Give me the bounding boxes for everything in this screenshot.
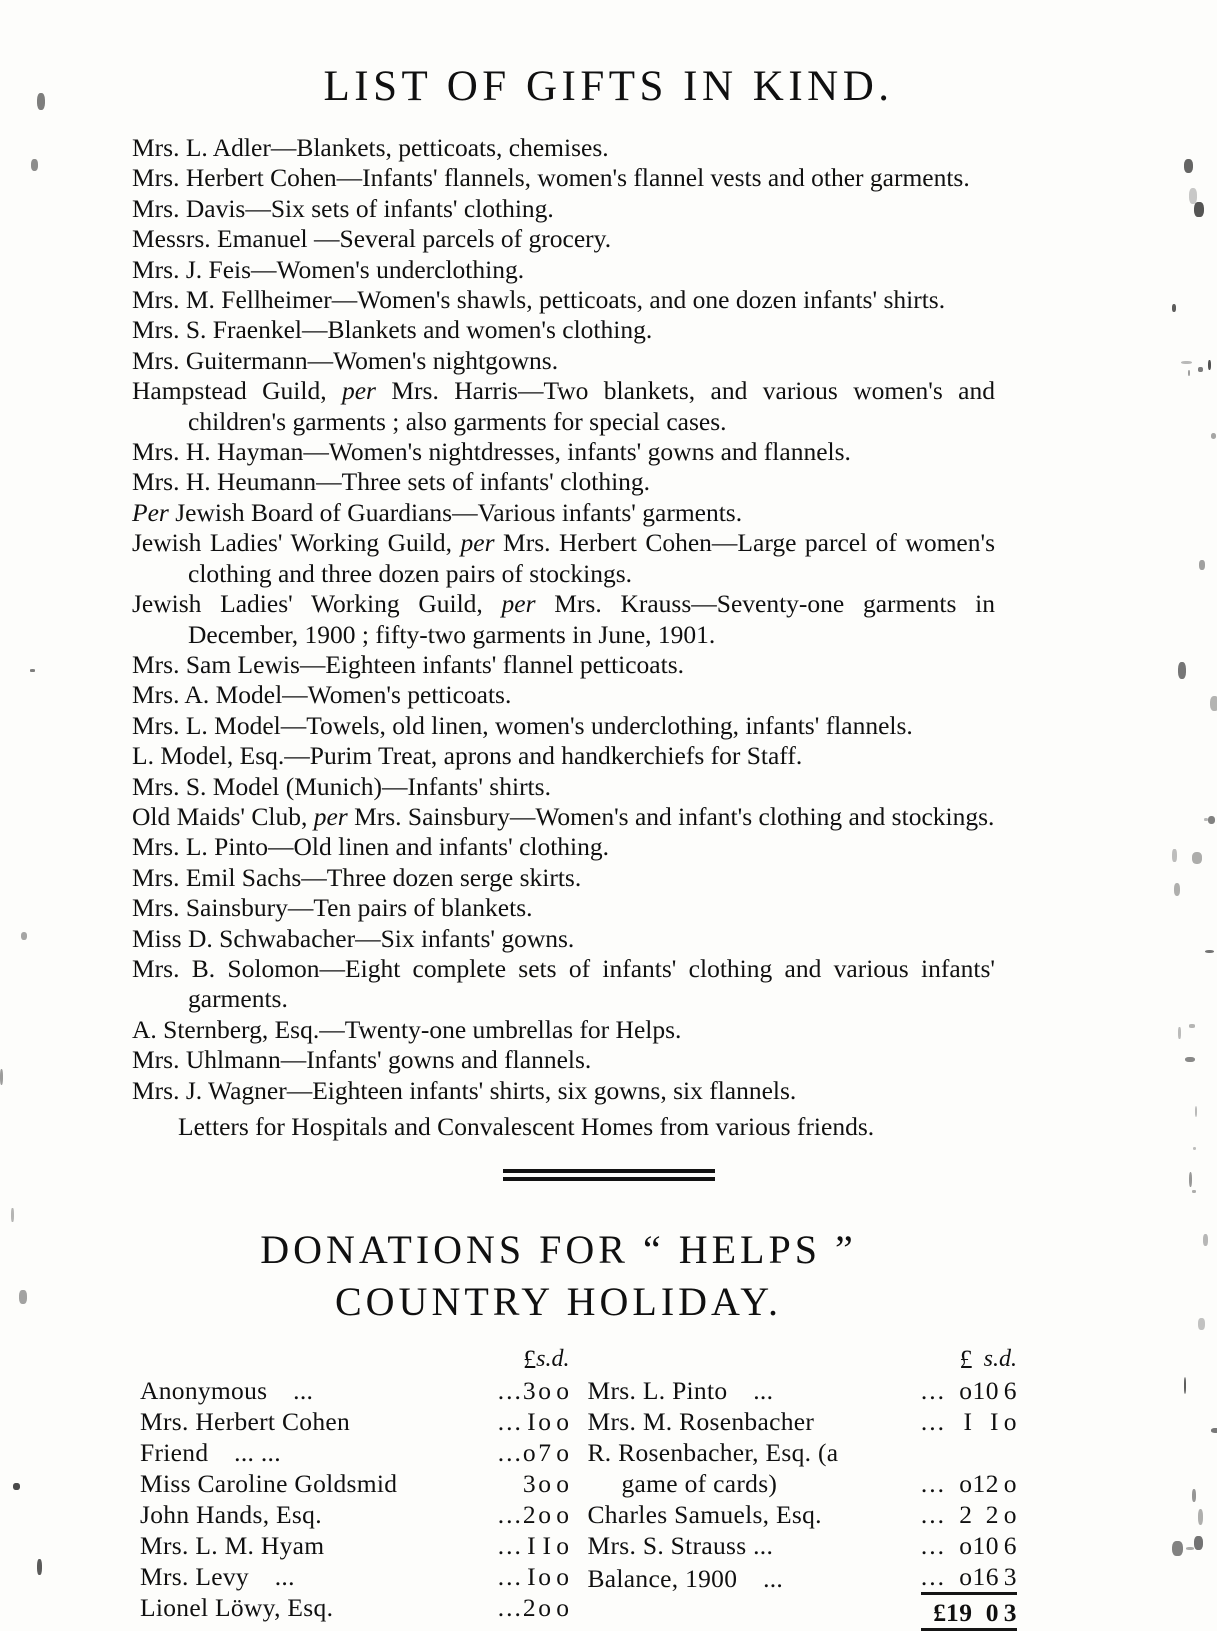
- donor-name: Mrs. L. M. Hyam: [140, 1531, 325, 1561]
- gift-entry: [132, 802, 995, 832]
- gift-entry-text: Mrs. Davis—Six sets of infants' clothing.: [132, 193, 554, 223]
- closing-note: Letters for Hospitals and Convalescent Homes from various friends.: [178, 1112, 875, 1141]
- amount-shillings: 10: [972, 1531, 999, 1561]
- total-pounds: 19: [946, 1594, 973, 1630]
- dot-leader: ...: [497, 1593, 523, 1623]
- amount-shillings: o: [538, 1562, 552, 1592]
- gift-entry: [132, 924, 995, 954]
- amount-shillings: 16: [973, 1561, 1000, 1594]
- gift-entry: [132, 194, 995, 224]
- donation-row: [140, 1592, 570, 1623]
- total-pence: 3: [999, 1594, 1017, 1630]
- donor-name: Friend ... ...: [140, 1438, 281, 1468]
- gift-entry-text: Mrs. B. Solomon—Eight complete sets of infants' clothing and various infants' garments.: [132, 953, 995, 1014]
- gift-entry: [132, 680, 995, 710]
- money-header-pence: d.: [551, 1346, 570, 1373]
- money-header-row: [140, 1344, 570, 1375]
- gift-entry-per: per: [341, 376, 376, 406]
- page-title: LIST OF GIFTS IN KIND.: [323, 63, 894, 110]
- amount-pence: o: [1003, 1500, 1017, 1530]
- money-header-shillings: s.: [983, 1346, 999, 1373]
- gift-entry: [132, 772, 995, 802]
- money-header-leader-spacer: [921, 1344, 946, 1375]
- donations-heading: [0, 1224, 1217, 1328]
- gift-entry-per: per: [313, 801, 348, 831]
- gift-entry: [132, 346, 995, 376]
- donor-name: R. Rosenbacher, Esq. (a: [587, 1438, 839, 1468]
- gift-entry-text: Messrs. Emanuel —Several parcels of grocery.: [132, 224, 612, 254]
- donations-column-left: [140, 1344, 570, 1631]
- dot-leader: ...: [921, 1561, 946, 1594]
- money-header-spacer: [140, 1344, 498, 1375]
- donations-column-right: [570, 1344, 1018, 1631]
- dot-leader: ...: [920, 1500, 946, 1530]
- gift-entry: [132, 315, 995, 345]
- amount-pounds: 2: [522, 1593, 537, 1623]
- gift-entry: [132, 467, 995, 497]
- money-header-shillings: s.: [536, 1346, 552, 1373]
- gift-entry-text: Miss D. Schwabacher—Six infants' gowns.: [132, 923, 575, 953]
- donation-row: [140, 1406, 570, 1437]
- dot-leader: ...: [920, 1376, 946, 1406]
- total-shillings: 0: [973, 1594, 1000, 1630]
- amount-pence: 3: [999, 1561, 1017, 1594]
- gift-entry-text: Mrs. A. Model—Women's petticoats.: [132, 680, 512, 710]
- donor-name: Mrs. M. Rosenbacher: [587, 1407, 815, 1437]
- donor-name: Mrs. S. Strauss ...: [587, 1531, 774, 1561]
- amount-shillings: o: [538, 1376, 552, 1406]
- amount-pounds: [946, 1437, 973, 1468]
- donor-name: Miss Caroline Goldsmid: [140, 1469, 398, 1499]
- donor-name: Mrs. L. Pinto ...: [587, 1376, 774, 1406]
- gift-entry: [132, 589, 995, 650]
- gift-entry: [132, 954, 995, 1015]
- amount-pence: o: [556, 1500, 570, 1530]
- donation-row: [140, 1561, 570, 1592]
- dot-leader: ...: [497, 1500, 523, 1530]
- donations-heading-line2: COUNTRY HOLIDAY.: [334, 1279, 782, 1325]
- donation-row: [140, 1499, 570, 1530]
- gift-entry-text: Mrs. S. Fraenkel—Blankets and women's clothing.: [132, 315, 653, 345]
- gift-entry-text: Per Jewish Board of Guardians—Various infants' garments.: [132, 497, 743, 527]
- gift-entry: [132, 163, 995, 193]
- gift-entry-text: Mrs. L. Adler—Blankets, petticoats, chemises.: [132, 133, 609, 162]
- donations-heading-line1: DONATIONS FOR “ HELPS ”: [260, 1227, 857, 1273]
- gift-entry-text: Old Maids' Club, per Mrs. Sainsbury—Women's and infant's clothing and stockings.: [132, 801, 995, 831]
- amount-pounds: 2: [522, 1500, 537, 1530]
- gift-entry-text: Mrs. Sam Lewis—Eighteen infants' flannel petticoats.: [132, 649, 685, 679]
- dot-leader: ...: [497, 1562, 523, 1592]
- gift-entry: [132, 498, 995, 528]
- gift-entry: [132, 711, 995, 741]
- amount-shillings: I: [542, 1531, 552, 1561]
- money-header-spacer: [588, 1344, 921, 1375]
- money-header-pounds: £: [959, 1345, 973, 1375]
- gift-entry: [132, 224, 995, 254]
- gifts-in-kind-list: [0, 133, 1217, 1106]
- amount-pence: o: [556, 1407, 570, 1437]
- gift-entry: [132, 255, 995, 285]
- gift-entry-text: Mrs. Uhlmann—Infants' gowns and flannels.: [132, 1045, 592, 1075]
- donation-row: [140, 1437, 570, 1468]
- donations-total-row: [588, 1594, 1018, 1630]
- gift-entry-text: A. Sternberg, Esq.—Twenty-one umbrellas for Helps.: [132, 1014, 682, 1044]
- double-rule: [503, 1169, 715, 1181]
- donation-row: [140, 1530, 570, 1561]
- gift-entry-text: Mrs. L. Pinto—Old linen and infants' clothing.: [132, 832, 610, 862]
- gift-entry-per: per: [501, 589, 536, 619]
- dot-leader: ...: [497, 1531, 523, 1561]
- donor-name: Mrs. Levy ...: [140, 1562, 295, 1592]
- gift-entry-text: Mrs. H. Heumann—Three sets of infants' clothing.: [132, 467, 651, 497]
- gift-entry: [132, 1045, 995, 1075]
- amount-pounds: o: [959, 1469, 973, 1499]
- gift-entry-text: Mrs. J. Wagner—Eighteen infants' shirts, six gowns, six flannels.: [132, 1075, 797, 1105]
- donation-row: [588, 1499, 1018, 1530]
- money-header-pounds: £: [523, 1345, 537, 1375]
- amount-pounds: o: [522, 1438, 537, 1468]
- donor-name: Mrs. Herbert Cohen: [140, 1407, 351, 1437]
- gift-entry-text: Jewish Ladies' Working Guild, per Mrs. Herbert Cohen—Large parcel of women's clothing and three dozen pairs of stockings.: [132, 528, 995, 588]
- money-header-leader-spacer: [498, 1344, 523, 1375]
- gift-entry: [132, 863, 995, 893]
- amount-pence: 6: [1003, 1376, 1017, 1406]
- gift-entry-text: Hampstead Guild, per Mrs. Harris—Two blankets, and various women's and children's garments ; also garments for special cases.: [132, 376, 995, 436]
- donation-row: [588, 1375, 1018, 1406]
- section-divider: [0, 1168, 1217, 1186]
- gift-entry-text: Mrs. M. Fellheimer—Women's shawls, petticoats, and one dozen infants' shirts.: [132, 285, 946, 315]
- donation-row: [588, 1561, 1018, 1594]
- amount-shillings: [973, 1437, 1000, 1468]
- donor-name: John Hands, Esq.: [140, 1500, 322, 1530]
- dot-leader: ...: [920, 1531, 946, 1561]
- donation-row: [588, 1406, 1018, 1437]
- gift-entry: [132, 133, 995, 163]
- amount-pence: o: [556, 1376, 570, 1406]
- donation-row: [588, 1437, 1018, 1468]
- dot-leader: ...: [497, 1376, 523, 1406]
- amount-pence: o: [556, 1469, 570, 1499]
- donation-row: [588, 1530, 1018, 1561]
- amount-pounds: o: [959, 1376, 973, 1406]
- amount-pence: o: [556, 1562, 570, 1592]
- amount-shillings: 7: [538, 1438, 552, 1468]
- amount-pence: o: [556, 1438, 570, 1468]
- gift-entry: [132, 650, 995, 680]
- amount-shillings: 10: [972, 1376, 999, 1406]
- gift-entry: [132, 893, 995, 923]
- amount-pounds: o: [946, 1561, 973, 1594]
- amount-shillings: I: [990, 1407, 999, 1437]
- amount-shillings: 12: [972, 1469, 999, 1499]
- amount-pounds: 2: [959, 1500, 973, 1530]
- gift-entry: [132, 528, 995, 589]
- donor-name: game of cards): [621, 1469, 778, 1499]
- total-spacer: [588, 1594, 921, 1630]
- amount-pence: o: [556, 1593, 570, 1623]
- dot-leader: ...: [497, 1407, 523, 1437]
- donation-row: [588, 1468, 1018, 1499]
- gift-entry-text: Mrs. L. Model—Towels, old linen, women's underclothing, infants' flannels.: [132, 710, 913, 740]
- dot-leader: ...: [920, 1469, 946, 1499]
- donation-row: [140, 1468, 570, 1499]
- donations-table: [0, 1344, 1217, 1631]
- gift-entry: [132, 376, 995, 437]
- amount-pounds: o: [959, 1531, 973, 1561]
- donations-left-table: [140, 1344, 570, 1623]
- gift-entry-text: Jewish Ladies' Working Guild, per Mrs. Krauss—Seventy-one garments in December, 1900 ; fifty-two garments in June, 1901.: [132, 589, 995, 649]
- donor-name: Lionel Löwy, Esq.: [140, 1593, 334, 1623]
- gift-entry-per: Per: [132, 497, 169, 527]
- money-header-pence: d.: [999, 1346, 1017, 1373]
- amount-pounds: I: [527, 1562, 537, 1592]
- amount-pounds: I: [527, 1531, 537, 1561]
- donor-name: Balance, 1900 ...: [587, 1563, 784, 1593]
- donor-name: Anonymous ...: [140, 1376, 314, 1406]
- donation-row: [140, 1375, 570, 1406]
- amount-pounds: I: [963, 1407, 973, 1437]
- dot-leader: [498, 1468, 523, 1499]
- amount-pounds: 3: [522, 1469, 537, 1499]
- donor-name: Charles Samuels, Esq.: [587, 1500, 822, 1530]
- gift-entry-text: Mrs. Guitermann—Women's nightgowns.: [132, 345, 559, 375]
- gift-entry: [132, 285, 995, 315]
- dot-leader: ...: [497, 1438, 523, 1468]
- money-header-row: [588, 1344, 1018, 1375]
- gift-entry-text: Mrs. J. Feis—Women's underclothing.: [132, 254, 525, 284]
- amount-pence: o: [1003, 1469, 1017, 1499]
- amount-shillings: o: [538, 1407, 552, 1437]
- gift-entry-per: per: [460, 528, 495, 558]
- amount-shillings: o: [538, 1500, 552, 1530]
- total-currency-symbol: £: [921, 1594, 946, 1630]
- gift-entry: [132, 437, 995, 467]
- gift-entry: [132, 1076, 995, 1106]
- amount-shillings: 2: [985, 1500, 999, 1530]
- gift-entry: [132, 832, 995, 862]
- amount-pence: [999, 1437, 1017, 1468]
- gift-entry-text: Mrs. Sainsbury—Ten pairs of blankets.: [132, 893, 533, 923]
- amount-shillings: o: [538, 1593, 552, 1623]
- gift-entry-text: Mrs. Herbert Cohen—Infants' flannels, women's flannel vests and other garments.: [132, 163, 970, 193]
- gift-entry-text: L. Model, Esq.—Purim Treat, aprons and handkerchiefs for Staff.: [132, 741, 803, 771]
- dot-leader: [921, 1437, 946, 1468]
- amount-pounds: 3: [522, 1376, 537, 1406]
- amount-pounds: I: [527, 1407, 537, 1437]
- gift-entry: [132, 1015, 995, 1045]
- amount-shillings: o: [538, 1469, 552, 1499]
- gift-entry: [132, 741, 995, 771]
- amount-pence: o: [556, 1531, 570, 1561]
- gift-entry-text: Mrs. H. Hayman—Women's nightdresses, infants' gowns and flannels.: [132, 437, 851, 467]
- amount-pence: o: [1003, 1407, 1017, 1437]
- donations-right-table: [588, 1344, 1018, 1631]
- gift-entry-text: Mrs. S. Model (Munich)—Infants' shirts.: [132, 771, 551, 801]
- amount-pence: 6: [1003, 1531, 1017, 1561]
- gift-entry-text: Mrs. Emil Sachs—Three dozen serge skirts.: [132, 862, 582, 892]
- dot-leader: ...: [920, 1407, 946, 1437]
